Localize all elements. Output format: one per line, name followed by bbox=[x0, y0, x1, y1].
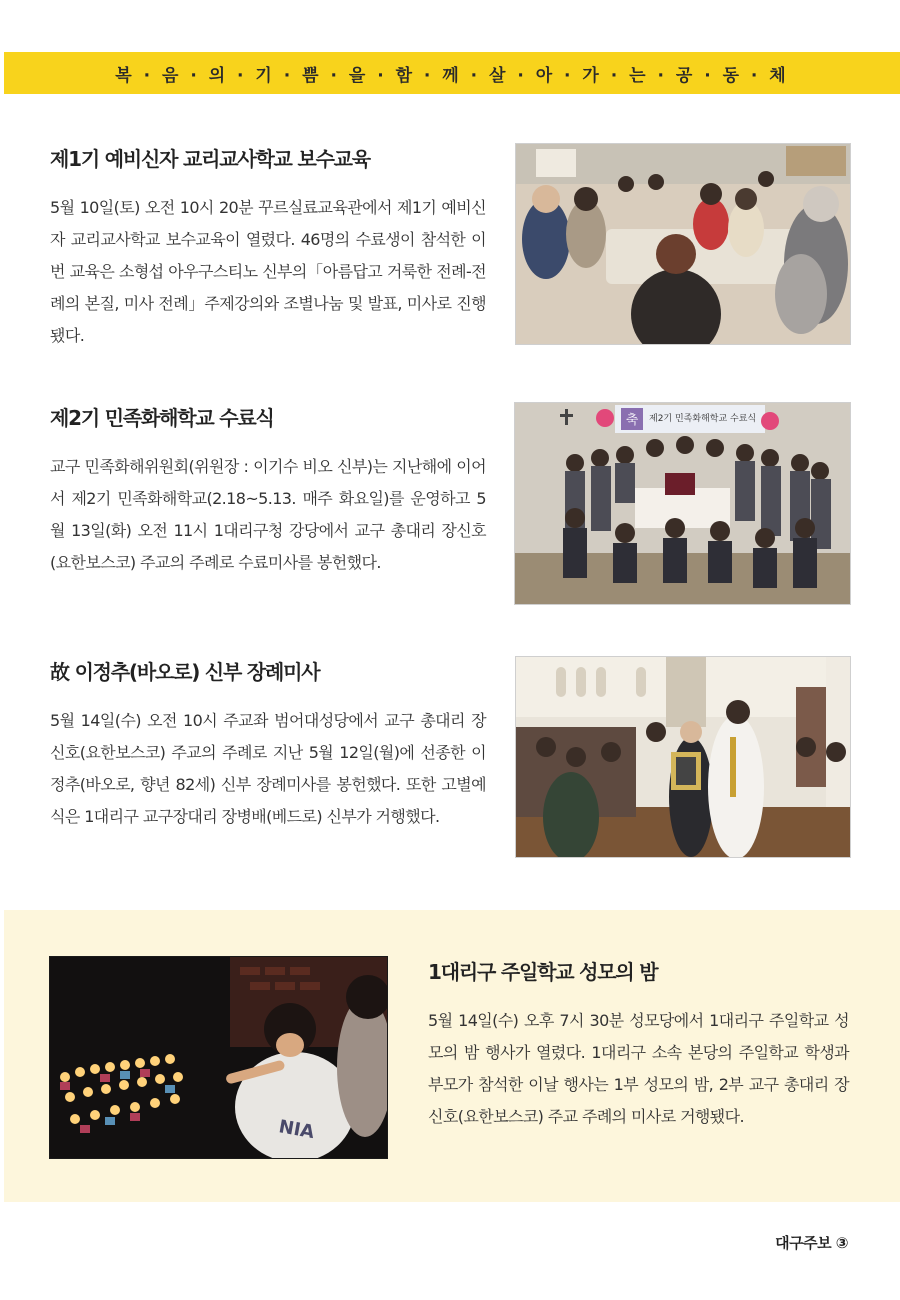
banner-slogan: 복 · 음 · 의 · 기 · 쁨 · 을 · 함 · 께 · 살 · 아 · 가 · 는 · 공 · 동 · 체 bbox=[115, 65, 789, 86]
article-body: 5월 14일(수) 오후 7시 30분 성모당에서 1대리구 주일학교 성모의 밤 행사가 열렸다. 1대리구 소속 본당의 주일학교 학생과 부모가 참석한 이날 행사는 1부 성모의 밤, 2부 교구 총대리 장신호(요한보스코) 주교 주례의 미사로 거행됐다. bbox=[428, 1011, 849, 1126]
article-body: 교구 민족화해위원회(위원장 : 이기수 비오 신부)는 지난해에 이어서 제2기 민족화해학교(2.18~5.13. 매주 화요일)를 운영하고 5월 13일(화) 오전 11시 1대리구청 강당에서 교구 총대리 장신호(요한보스코) 주교의 주례로 수료미사를 봉헌했다. bbox=[50, 457, 486, 572]
banner-char: 축 bbox=[625, 413, 639, 428]
article-title: 제2기 민족화해학교 수료식 bbox=[50, 406, 274, 430]
page-footer: 대구주보 ③ bbox=[775, 1234, 848, 1252]
article-4 bbox=[428, 956, 849, 1133]
group-photo-illustration bbox=[515, 403, 850, 604]
candlelight-photo-illustration bbox=[50, 957, 387, 1158]
photo-may-devotion-night bbox=[49, 956, 388, 1159]
article-body: 5월 10일(토) 오전 10시 20분 꾸르실료교육관에서 제1기 예비신자 교리교사학교 보수교육이 열렸다. 46명의 수료생이 참석한 이번 교육은 소형섭 아우구스티노 신부의「아름답고 거룩한 전례-전례의 본질, 미사 전례」주제강의와 조별나눔 및 발표, 미사로 진행됐다. bbox=[50, 198, 486, 345]
top-banner bbox=[4, 52, 900, 94]
cathedral-photo-illustration bbox=[516, 657, 850, 857]
article-3 bbox=[50, 656, 486, 833]
photo-banner-text: 제2기 민족화해학교 수료식 bbox=[649, 414, 757, 424]
photo-funeral-mass bbox=[515, 656, 851, 858]
article-1 bbox=[50, 143, 486, 352]
svg-text:NIA: NIA bbox=[277, 1116, 316, 1144]
article-title: 故 이정추(바오로) 신부 장례미사 bbox=[50, 660, 320, 684]
article-title: 제1기 예비신자 교리교사학교 보수교육 bbox=[50, 147, 370, 171]
article-2 bbox=[50, 402, 486, 579]
article-title: 1대리구 주일학교 성모의 밤 bbox=[428, 960, 658, 984]
classroom-photo-illustration bbox=[516, 144, 850, 344]
photo-reconciliation-graduation bbox=[514, 402, 851, 605]
article-body: 5월 14일(수) 오전 10시 주교좌 범어대성당에서 교구 총대리 장신호(요한보스코) 주교의 주례로 지난 5월 12일(월)에 선종한 이정추(바오로, 향년 82세) 신부 장례미사를 봉헌했다. 또한 고별예식은 1대리구 교구장대리 장병배(베드로) 신부가 거행했다. bbox=[50, 711, 486, 826]
photo-catechist-training bbox=[515, 143, 851, 345]
